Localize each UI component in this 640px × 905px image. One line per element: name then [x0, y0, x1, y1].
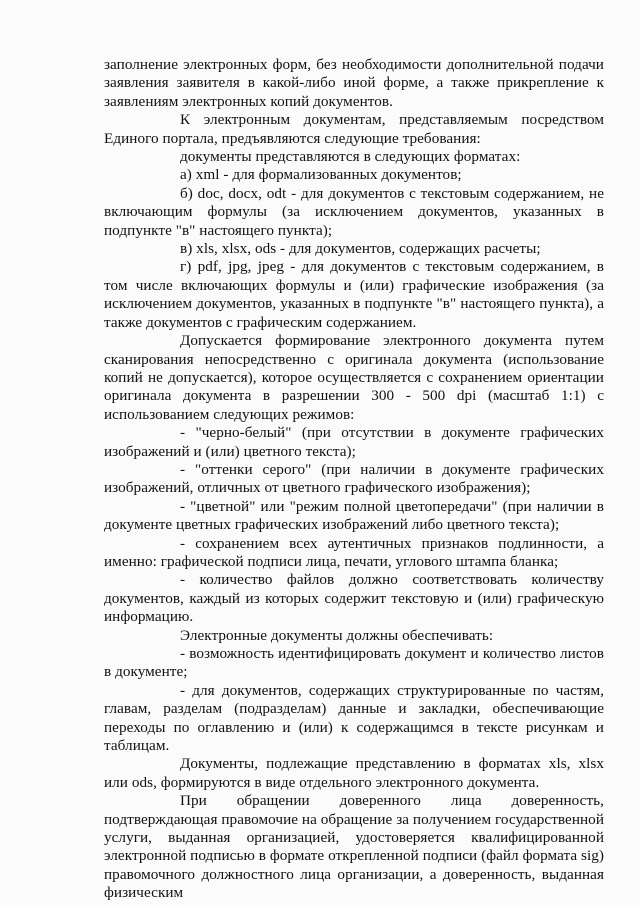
paragraph-power-of-attorney: При обращении доверенного лица доверенность, подтверждающая правомочие на обращение за получением государственной услуги, выданная организацией, удостоверяется квалифицированной электронной подписью в формате открепленной подписи (файл формата sig) правомочного должностного лица организации, а доверенность, выданная физическим [104, 792, 604, 902]
document-body [104, 56, 604, 903]
list-item-authenticity: - сохранением всех аутентичных признаков подлинности, а именно: графической подписи лица, печати, углового штампа бланка; [104, 534, 604, 570]
list-item-format-b: б) doc, docx, odt - для документов с текстовым содержанием, не включающим формулы (за исключением документов, указанных в подпункте "в" настоящего пункта); [104, 184, 604, 239]
paragraph-separate-document: Документы, подлежащие представлению в форматах xls, xlsx или ods, формируются в виде отдельного электронного документа. [104, 755, 604, 791]
list-item-identify: - возможность идентифицировать документ и количество листов в документе; [104, 645, 604, 681]
list-item-format-g: г) pdf, jpg, jpeg - для документов с текстовым содержанием, в том числе включающих формулы и (или) графические изображения (за исключением документов, указанных в подпункте "в" настоящего пункта), а также документов с графическим содержанием. [104, 258, 604, 331]
paragraph-must-provide: Электронные документы должны обеспечивать: [180, 626, 494, 644]
list-item-format-a: а) xml - для формализованных документов; [180, 166, 462, 184]
list-item-mode-gray: - "оттенки серого" (при наличии в документе графических изображений, отличных от цветного графического изображения); [104, 460, 604, 497]
list-item-file-count: - количество файлов должно соответствовать количеству документов, каждый из которых содержит текстовую и (или) графическую информацию. [104, 571, 604, 626]
paragraph-continuation: заполнение электронных форм, без необходимости дополнительной подачи заявления заявителя в какой-либо иной форме, а также прикрепление к заявлениям электронных копий документов. [104, 56, 604, 110]
list-item-mode-color: - "цветной" или "режим полной цветопередачи" (при наличии в документе цветных графических изображений либо цветного текста); [104, 497, 604, 534]
paragraph-scanning: Допускается формирование электронного документа путем сканирования непосредственно с оригинала документа (использование копий не допускается), которое осуществляется с сохранением ориентации оригинала документа в разрешении 300 - 500 dpi (масштаб 1:1) с использованием следующих режимов: [104, 332, 604, 423]
list-item-mode-bw: - "черно-белый" (при отсутствии в документе графических изображений и (или) цветного текста); [104, 424, 604, 460]
paragraph-formats-intro: документы представляются в следующих форматах: [180, 148, 521, 166]
list-item-format-v: в) xls, xlsx, ods - для документов, содержащих расчеты; [180, 240, 541, 258]
list-item-structured: - для документов, содержащих структурированные по частям, главам, разделам (подразделам) данные и закладки, обеспечивающие переходы по оглавлению и (или) к содержащимся в тексте рисункам и таблицам. [104, 681, 604, 755]
paragraph-requirements-intro: К электронным документам, представляемым посредством Единого портала, предъявляются следующие требования: [104, 111, 604, 147]
